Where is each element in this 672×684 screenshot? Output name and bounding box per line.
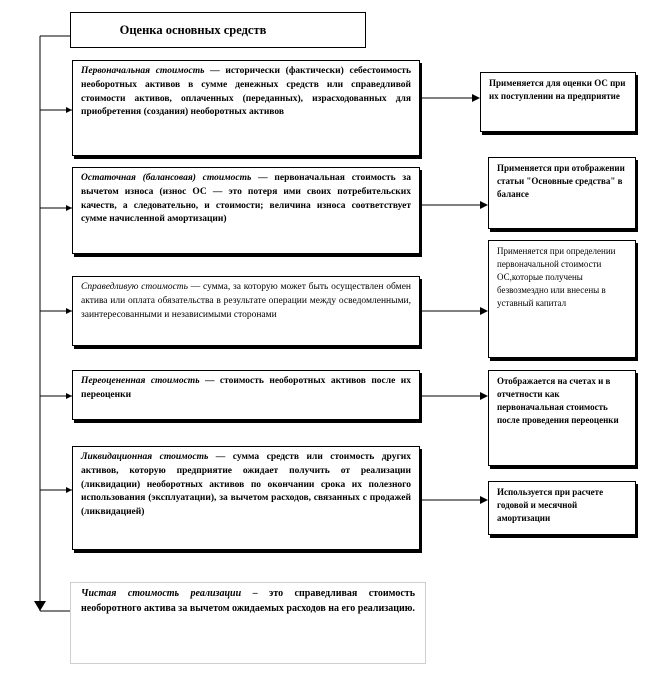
definition-net-realizable-value: – это справедливая стоимость необоротного актива за вычетом ожидаемых расходов на его реализацию. <box>81 588 415 614</box>
term-net-realizable-value: Чистая стоимость реализации <box>81 588 242 599</box>
cost-box-liquidation <box>72 446 420 550</box>
application-box-residual: Применяется при отображении статьи "Основные средства" в балансе <box>488 157 636 229</box>
definition-fair-value: — сумма, за которую может быть осуществлен обмен актива или оплата обязательства в результате операции между осведомленными, заинтересованными и независимыми сторонами <box>81 282 411 320</box>
diagram-title: Оценка основных средств <box>70 12 366 48</box>
term-revalued-cost: Переоцененная стоимость <box>81 376 200 386</box>
definition-residual-cost: — первоначальная стоимость за вычетом износа (износ ОС — это потеря ими своих потребительских качеств, а следовательно, и стоимости; величина износа соответствует сумме начисленной амортизации) <box>81 173 411 225</box>
net-realizable-value-box <box>70 582 426 664</box>
definition-liquidation-value: — сумма средств или стоимость других активов, которую предприятие ожидает получить от реализации (ликвидации) необоротных активов по окончании срока их полезного использования (эксплуатации), за вычетом расходов, связанных с продажей (ликвидацией) <box>81 452 411 518</box>
term-residual-cost: Остаточная (балансовая) стоимость <box>81 173 252 183</box>
cost-box-residual <box>72 167 420 254</box>
definition-revalued-cost: — стоимость необоротных активов после их переоценки <box>81 376 411 400</box>
cost-box-fair <box>72 276 420 346</box>
application-box-revalued: Отображается на счетах и в отчетности как первоначальная стоимость после проведения переоценки <box>488 370 636 466</box>
application-box-liquidation: Используется при расчете годовой и месячной амортизации <box>488 481 636 535</box>
term-liquidation-value: Ликвидационная стоимость <box>81 452 209 462</box>
application-box-fair: Применяется при определении первоначальной стоимости ОС,которые получены безвозмездно или внесены в уставный капитал <box>488 240 636 358</box>
definition-initial-cost: — исторически (фактически) себестоимость необоротных активов в сумме денежных средств или справедливой стоимости активов, оплаченных (переданных), израсходованных для приобретения (создания) необоротных активов <box>81 66 412 118</box>
term-fair-value: Справедливую стоимость <box>81 282 188 292</box>
application-box-initial: Применяется для оценки ОС при их поступлении на предприятие <box>480 72 636 132</box>
cost-box-revalued <box>72 370 420 420</box>
cost-box-initial <box>72 60 420 156</box>
term-initial-cost: Первоначальная стоимость <box>81 66 205 76</box>
